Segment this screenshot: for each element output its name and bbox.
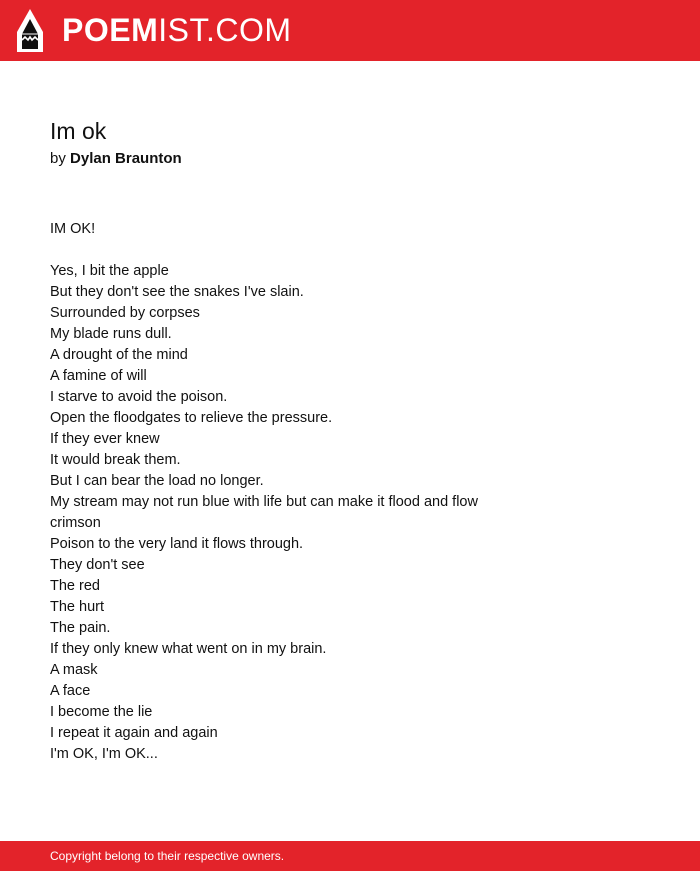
poem-blank-line bbox=[50, 240, 530, 261]
poem-line: A face bbox=[50, 683, 91, 699]
poem-line: I starve to avoid the poison. bbox=[50, 389, 228, 405]
poem-line: IM OK! bbox=[50, 221, 96, 237]
poem-line: If they ever knew bbox=[50, 431, 160, 447]
poem-line: They don't see bbox=[50, 557, 145, 573]
poem-line: But I can bear the load no longer. bbox=[50, 473, 264, 489]
copyright-text: Copyright belong to their respective owners. bbox=[50, 849, 285, 863]
poem-line: A drought of the mind bbox=[50, 347, 188, 363]
brand-bold: POEM bbox=[62, 12, 159, 48]
poem-line: But they don't see the snakes I've slain. bbox=[50, 284, 304, 300]
brand-light: IST.COM bbox=[158, 12, 292, 48]
site-footer bbox=[0, 841, 700, 871]
poem-line: I become the lie bbox=[50, 704, 153, 720]
poem-line: Open the floodgates to relieve the pressure. bbox=[50, 410, 333, 426]
poem-line: crimson bbox=[50, 515, 101, 531]
poem-line: The hurt bbox=[50, 599, 104, 615]
poem-line: Poison to the very land it flows through. bbox=[50, 536, 304, 552]
site-header bbox=[0, 0, 700, 61]
by-label: by bbox=[50, 150, 66, 167]
poem-line: The red bbox=[50, 578, 100, 594]
pencil-icon[interactable] bbox=[16, 9, 44, 52]
poem-line: If they only knew what went on in my brain. bbox=[50, 641, 327, 657]
poem-line: The pain. bbox=[50, 620, 111, 636]
poem-line: It would break them. bbox=[50, 452, 181, 468]
byline bbox=[50, 149, 182, 169]
poem-line: My blade runs dull. bbox=[50, 326, 172, 342]
poem-line: I repeat it again and again bbox=[50, 725, 218, 741]
site-logo[interactable] bbox=[62, 10, 292, 50]
author-name: Dylan Braunton bbox=[70, 150, 182, 167]
poem-line: Yes, I bit the apple bbox=[50, 263, 169, 279]
poem-line: My stream may not run blue with life but can make it flood and flow bbox=[50, 494, 478, 510]
poem-title: Im ok bbox=[50, 118, 107, 144]
poem-line: A famine of will bbox=[50, 368, 147, 384]
poem-line: I'm OK, I'm OK... bbox=[50, 746, 158, 762]
poem-body bbox=[50, 219, 530, 765]
poem-line: A mask bbox=[50, 662, 98, 678]
poem-line: Surrounded by corpses bbox=[50, 305, 200, 321]
